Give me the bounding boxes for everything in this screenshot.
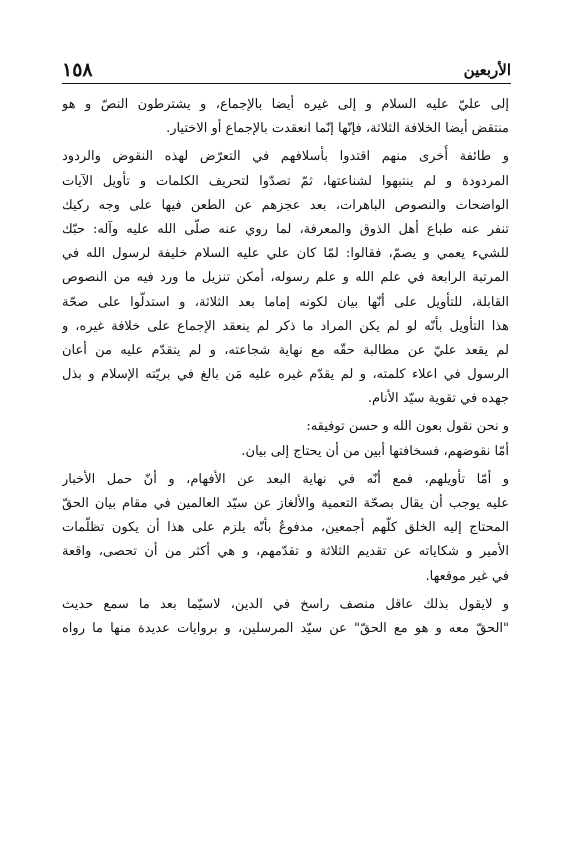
text-line: و أمّا تأويلهم، فمع أنّه في نهاية البعد عن الأفهام، و أنّ حمل الأخبار [62,471,509,487]
text-line: إلى عليّ عليه السلام و إلى غيره أيضا بالإجماع، و يشترطون النصّ و هو [62,97,509,112]
text-line: القابلة، للتأويل على أنّها بيان لكونه إماما بعد الثلاثة، و استدلّوا على صحّة [62,294,509,310]
text-line: في غير موقعها. [425,568,509,584]
text-line: أمّا نقوضهم، فسخافتها أبين من أن يحتاج إلى بيان. [241,443,509,459]
book-title: الأربعين [463,61,511,79]
text-line: و لايقول بذلك عاقل منصف راسخ في الدين، لاسيّما بعد ما سمع حديث [62,596,509,612]
header-rule [62,83,511,84]
text-line: لم يقعد عليّ عن مطالبة حقّه مع نهاية شجاعته، و لم يتقدّم عليه من أعان [62,342,509,358]
running-head [62,58,511,80]
text-line: هذا التأويل بأنّه لو لم يكن المراد ما ذكر لم ينعقد الإجماع على خلافة غيره، و [62,318,509,334]
text-line: جهده في تقوية سيّد الأنام. [367,391,509,407]
text-line: تنفر عنه طباع أهل الذوق والمعرفة، لما روي عنه صلّى الله عليه وآله: حبّك [62,221,509,237]
text-line: المحتاج إليه الخلق كلّهم أجمعين، مدفوعٌ بأنّه يلزم على هذا أن يكون تظلّمات [62,520,509,536]
page-number: ١٥٨ [62,59,93,81]
text-line: الرسول في اعلاء كلمته، و لم يقدّم غيره عليه مَن بالغ في بريّته الإسلام و بذل [62,367,509,383]
text-line: عليه يوجب أن يقال بصحّة التعمية والألغاز عن سيّد العالمين في مقام بيان الحقّ [62,496,509,511]
text-line: منتقض أيضا الخلافة الثلاثة، فإنّها إنّما انعقدت بالإجماع أو الاختيار. [166,121,509,137]
text-line: المرتبة الرابعة في علم الله و علم رسوله، أمكن تنزيل ما ورد فيه من النصوص [62,270,509,286]
text-line: الأمير و شكاياته عن تقديم الثلاثة و تقدّمهم، و هي أكثر من أن تحصى، واقعة [62,544,509,560]
body-text [62,93,509,641]
text-line: "الحقّ معه و هو مع الحقّ" عن سيّد المرسلين، و بروايات عديدة منها ما رواه [62,620,509,636]
text-line: و نحن نقول بعون الله و حسن توفيقه: [306,419,509,435]
text-line: الواضحات والنصوص الباهرات، بعد عجزهم عن الطعن فيها على وجه ركيك [62,197,509,213]
text-line: المردودة و لم ينتبهوا لشناعتها، ثمّ تصدّوا لتحريف الكلمات و تأويل الآيات [62,173,509,189]
text-line: للشيء يعمي و يصمّ، فقالوا: لمّا كان علي عليه السلام خليفة لرسول الله في [62,246,509,262]
text-line: و طائفة أُخرى منهم اقتدوا بأسلافهم في التعرّض لهذه النقوض والردود [62,149,509,165]
